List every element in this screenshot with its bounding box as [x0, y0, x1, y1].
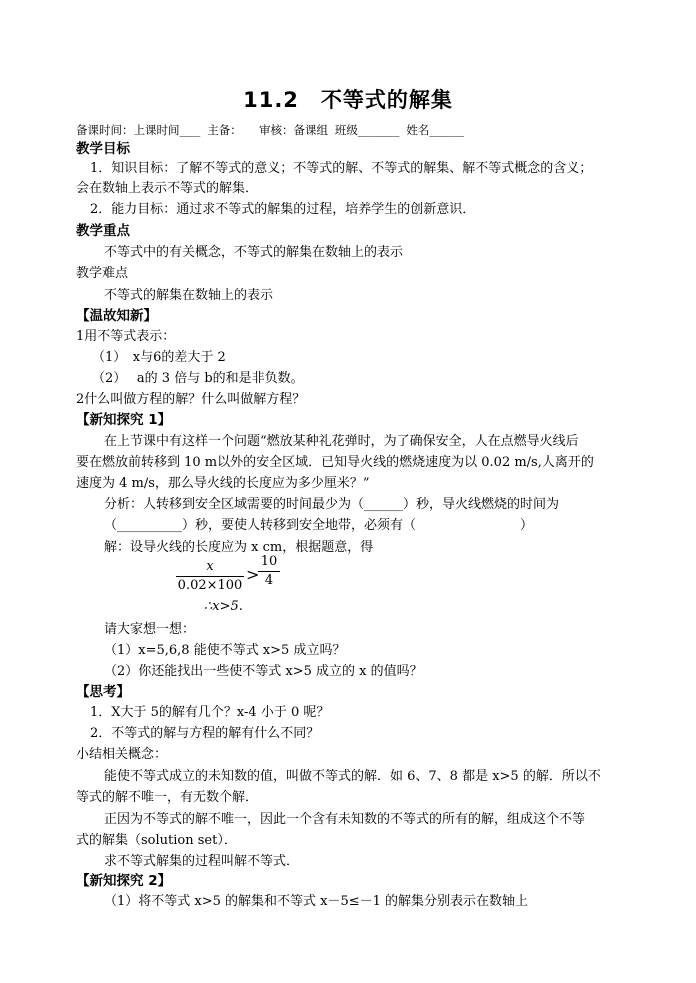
section-heading-key: 教学重点	[76, 223, 130, 239]
fraction-left	[176, 558, 244, 595]
fraction-left-denominator: 0.02×100	[177, 578, 243, 593]
problem-line-1: 在上节课中有这样一个问题“燃放某种礼花弹时，为了确保安全，人在点燃导火线后	[104, 434, 579, 449]
goal-1-line-1: 1．知识目标：了解不等式的意义；不等式的解、不等式的解集、解不等式概念的含义；	[90, 161, 593, 176]
therefore-line: ∴x>5.	[204, 599, 243, 614]
section-heading-reflect: 【思考】	[76, 684, 130, 700]
fraction-right-denominator: 4	[258, 571, 280, 590]
fraction-right-numerator: 10	[260, 554, 278, 569]
section-heading-explore-2: 【新知探究 2】	[76, 873, 172, 889]
section-heading-review: 【温故知新】	[76, 308, 157, 324]
think-question-2: （2）你还能找出一些使不等式 x>5 成立的 x 的值吗？	[104, 664, 423, 679]
problem-line-3: 速度为 4 m/s，那么导火线的长度应为多少厘米？”	[76, 476, 370, 491]
page-title: 11.2 不等式的解集	[243, 88, 453, 112]
goal-1-line-2: 会在数轴上表示不等式的解集．	[76, 181, 259, 196]
section-heading-goals: 教学目标	[76, 141, 130, 157]
review-question-1b: （2） a的 3 倍与 b的和是非负数。	[92, 371, 304, 386]
lesson-meta: 备课时间：上课时间___ 主备： 审核：备课组 班级______ 姓名_____	[76, 123, 464, 137]
greater-than-sign: >	[246, 565, 260, 584]
difficulty-text: 不等式的解集在数轴上的表示	[104, 288, 274, 303]
goal-2: 2．能力目标：通过求不等式的解集的过程，培养学生的创新意识．	[90, 202, 476, 217]
summary-paragraph-1-line-1: 能使不等式成立的未知数的值，叫做不等式的解．如 6、7、8 都是 x>5 的解．所以不	[104, 769, 601, 784]
analysis-line-2: （__________）秒，要使人转移到安全地带，必须有（ ）	[104, 518, 534, 533]
reflect-question-1: 1．X大于 5的解有几个？x-4 小于 0 呢？	[90, 705, 330, 720]
reflect-question-2: 2．不等式的解与方程的解有什么不同？	[90, 726, 320, 741]
summary-paragraph-2-line-1: 正因为不等式的解不唯一，因此一个含有未知数的不等式的所有的解，组成这个不等	[104, 812, 586, 827]
summary-paragraph-3: 求不等式解集的过程叫解不等式．	[104, 854, 300, 869]
problem-line-2: 要在燃放前转移到 10 m以外的安全区域．已知导火线的燃烧速度为以 0.02 m/s,人离开的	[76, 455, 594, 470]
summary-heading: 小结相关概念：	[76, 747, 168, 762]
review-question-1: 1用不等式表示：	[76, 329, 176, 344]
think-question-1: （1）x=5,6,8 能使不等式 x>5 成立吗？	[104, 643, 346, 658]
key-text: 不等式中的有关概念，不等式的解集在数轴上的表示	[104, 245, 404, 260]
review-question-2: 2什么叫做方程的解？什么叫做解方程？	[76, 392, 306, 407]
explore-2-question-1: （1）将不等式 x>5 的解集和不等式 x－5≤－1 的解集分别表示在数轴上	[104, 894, 529, 909]
solution-line: 解：设导火线的长度应为 x cm，根据题意，得	[104, 540, 374, 555]
section-heading-explore-1: 【新知探究 1】	[76, 412, 172, 428]
think-intro: 请大家想一想：	[104, 622, 196, 637]
review-question-1a: （1） x与6的差大于 2	[92, 350, 226, 365]
fraction-right	[258, 553, 280, 590]
analysis-line-1: 分析：人转移到安全区域需要的时间最少为（______）秒，导火线燃烧的时间为	[104, 497, 560, 512]
summary-paragraph-1-line-2: 等式的解不唯一，有无数个解．	[76, 790, 259, 805]
section-heading-difficulty: 教学难点	[76, 266, 129, 281]
summary-paragraph-2-line-2: 式的解集（solution set）．	[76, 833, 237, 848]
fraction-left-numerator: x	[206, 559, 214, 574]
